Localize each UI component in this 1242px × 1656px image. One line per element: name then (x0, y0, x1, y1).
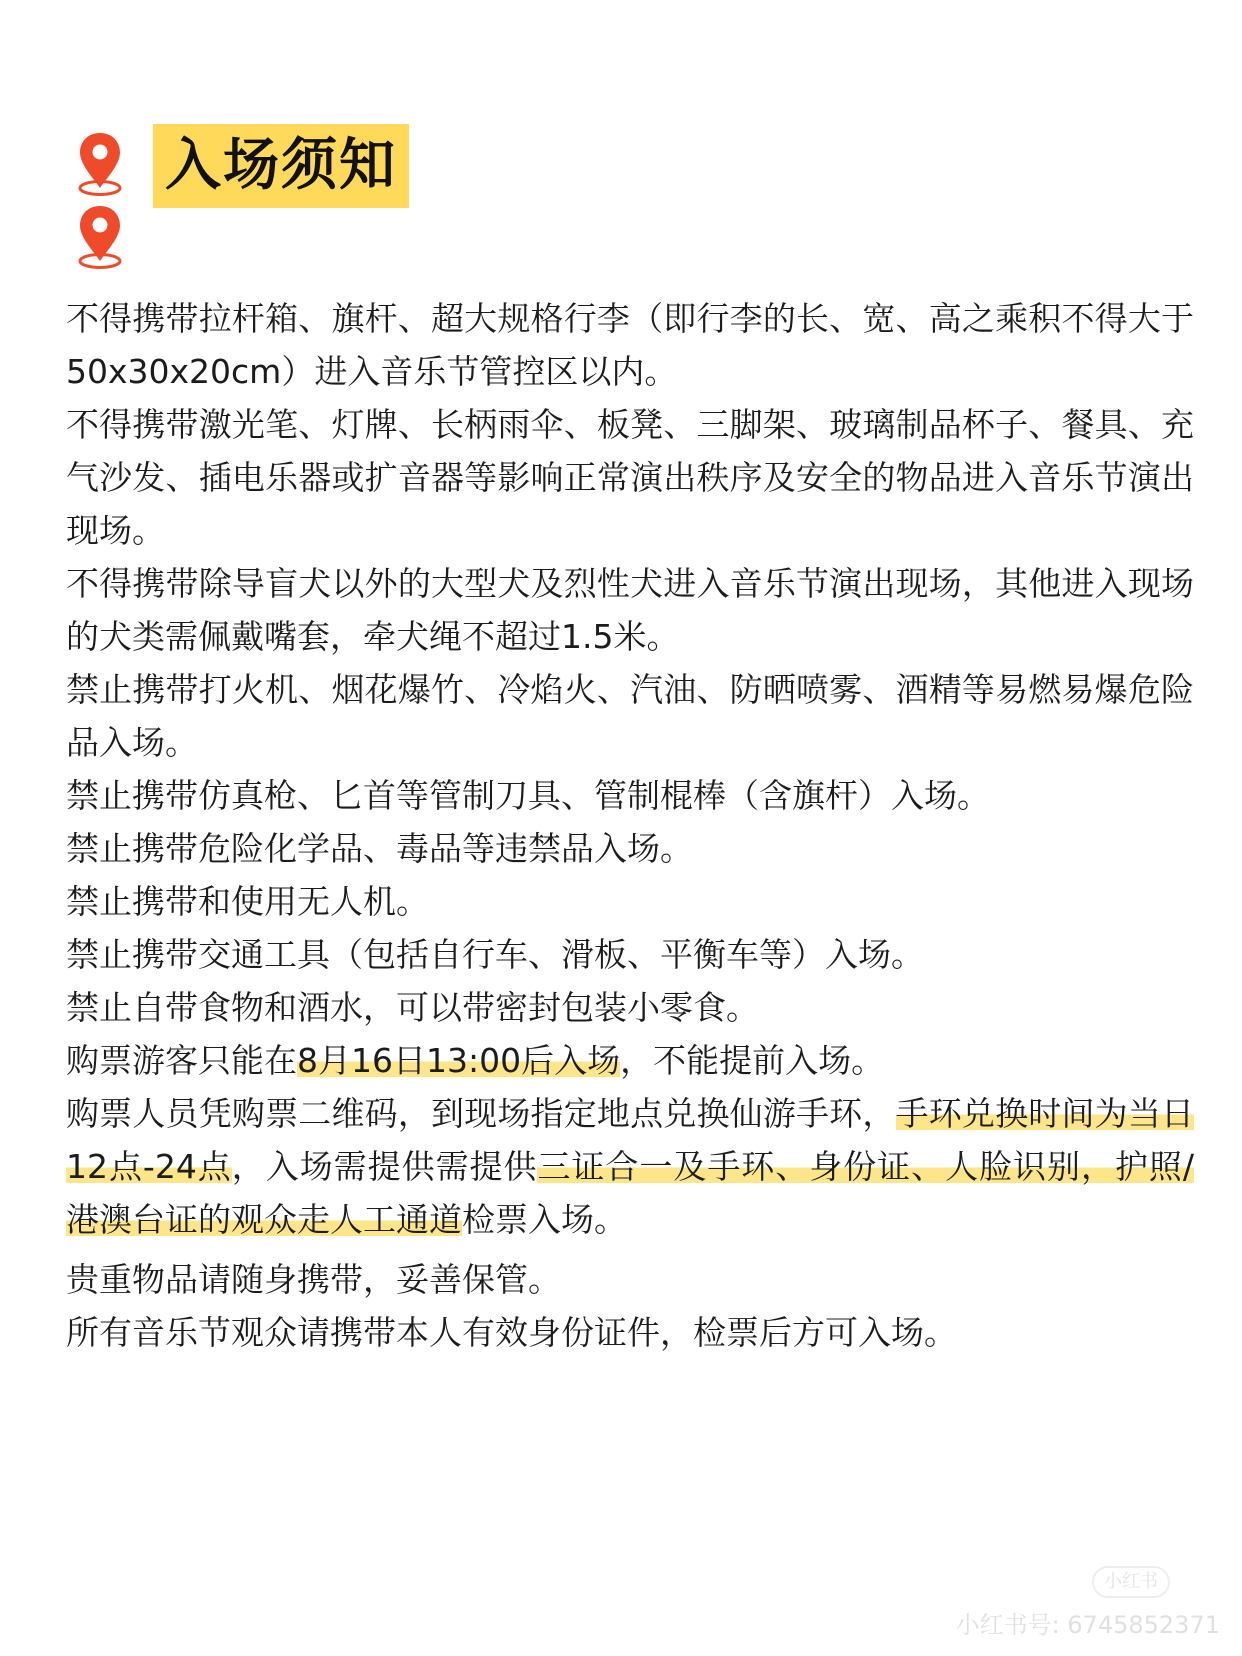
rule-item (66, 822, 1194, 875)
rule-item (66, 1087, 1194, 1246)
rule-item (66, 928, 1194, 981)
rule-item (66, 557, 1194, 663)
rule-item (66, 292, 1194, 398)
rule-item (66, 1034, 1194, 1087)
rule-item (66, 1306, 1194, 1359)
rule-text: 禁止携带仿真枪、匕首等管制刀具、管制棍棒（含旗杆）入场。 (66, 776, 990, 815)
watermark-logo: 小红书 (1092, 1566, 1170, 1598)
rule-text: ，入场需提供需提供 (231, 1147, 538, 1186)
highlighted-text: 手环兑换时间为当日12点-24点 (66, 1094, 1195, 1186)
rule-text: 禁止携带和使用无人机。 (66, 882, 429, 921)
rule-item (66, 981, 1194, 1034)
location-pin-icon (76, 204, 124, 270)
rule-text: ，不能提前入场。 (620, 1041, 885, 1080)
rule-text: 禁止自带食物和酒水，可以带密封包装小零食。 (66, 988, 759, 1027)
rule-item (66, 663, 1194, 769)
rule-text: 禁止携带交通工具（包括自行车、滑板、平衡车等）入场。 (66, 935, 924, 974)
rule-item (66, 875, 1194, 928)
rule-item (66, 769, 1194, 822)
highlighted-text: 8月16日13:00后入场 (297, 1041, 621, 1080)
rule-text: 购票人员凭购票二维码，到现场指定地点兑换仙游手环， (66, 1094, 896, 1133)
rules-list (66, 292, 1194, 1359)
location-pin-icon (76, 131, 124, 197)
rule-item (66, 1253, 1194, 1306)
rule-text: 不得携带除导盲犬以外的大型犬及烈性犬进入音乐节演出现场，其他进入现场的犬类需佩戴嘴套，牵犬绳不超过1.5米。 (66, 564, 1194, 656)
rule-text: 禁止携带危险化学品、毒品等违禁品入场。 (66, 829, 693, 868)
rule-text: 贵重物品请随身携带，妥善保管。 (66, 1260, 561, 1299)
page-title: 入场须知 (165, 133, 397, 198)
title-highlight-box (153, 124, 409, 208)
highlighted-text: 三证合一及手环、身份证、人脸识别，护照/港澳台证的观众走人工通道 (66, 1147, 1194, 1239)
rule-text: 禁止携带打火机、烟花爆竹、冷焰火、汽油、防晒喷雾、酒精等易燃易爆危险品入场。 (66, 670, 1194, 762)
rule-item (66, 398, 1194, 557)
rule-text: 购票游客只能在 (66, 1041, 297, 1080)
rule-text: 不得携带拉杆箱、旗杆、超大规格行李（即行李的长、宽、高之乘积不得大于50x30x20cm）进入音乐节管控区以内。 (66, 299, 1194, 391)
rule-text: 所有音乐节观众请携带本人有效身份证件，检票后方可入场。 (66, 1313, 957, 1352)
watermark-id: 小红书号: 6745852371 (955, 1611, 1220, 1639)
rule-text: 不得携带激光笔、灯牌、长柄雨伞、板凳、三脚架、玻璃制品杯子、餐具、充气沙发、插电乐器或扩音器等影响正常演出秩序及安全的物品进入音乐节演出现场。 (66, 405, 1194, 550)
rule-text: 检票入场。 (462, 1200, 627, 1239)
